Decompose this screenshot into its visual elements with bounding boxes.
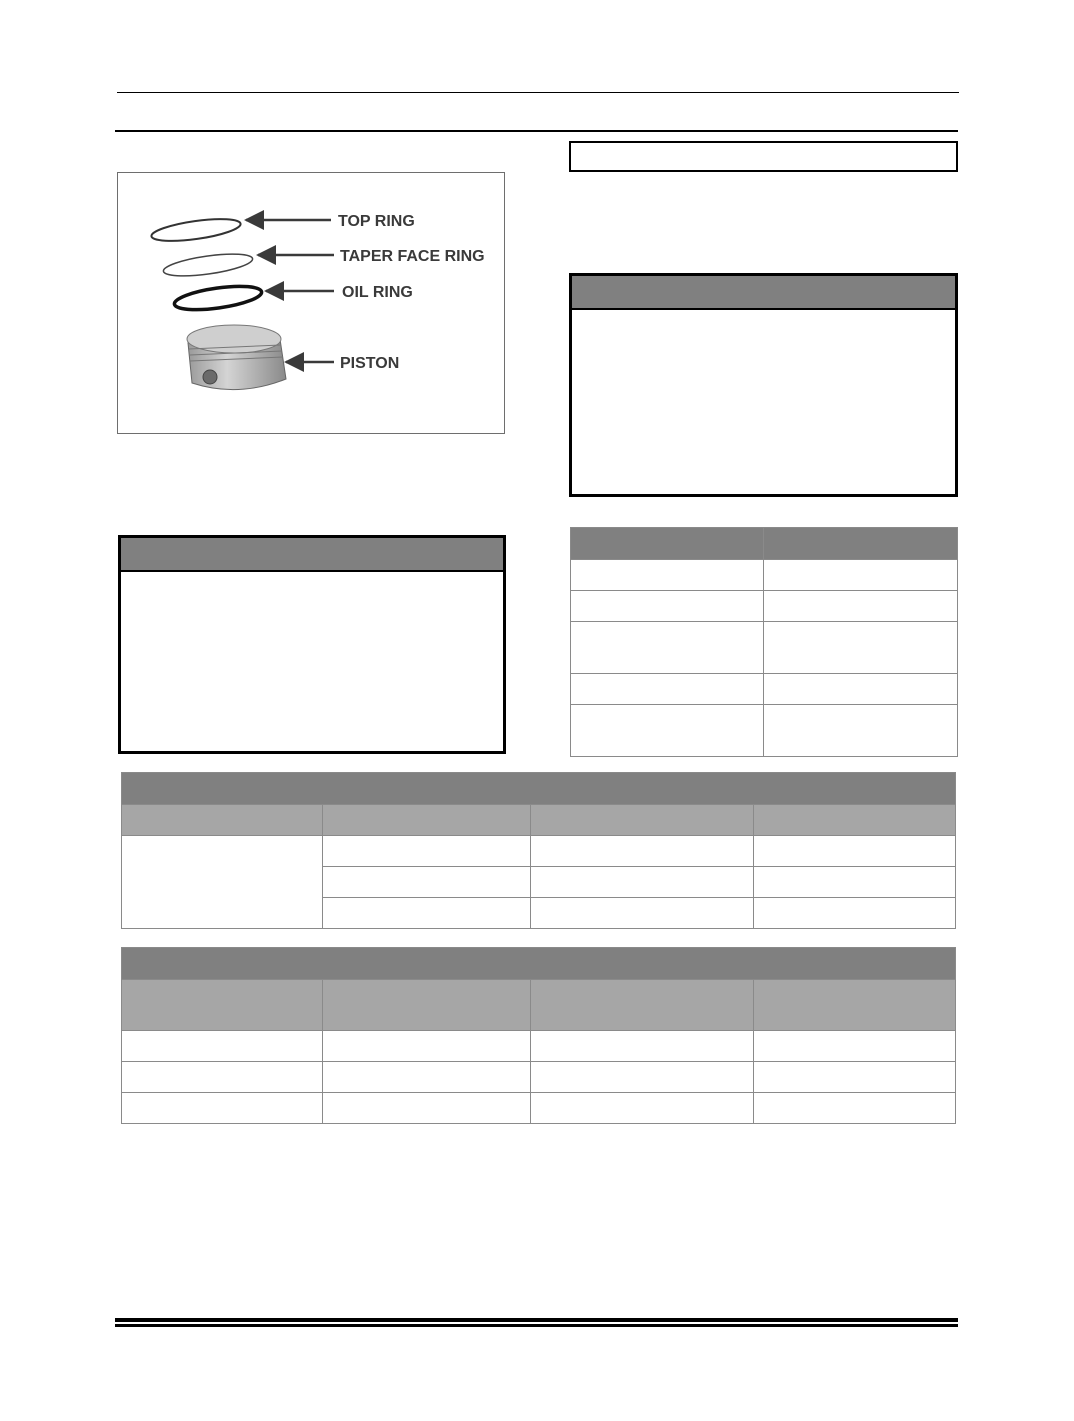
table-cell xyxy=(323,1093,531,1124)
top-ring-label: TOP RING xyxy=(338,213,415,230)
table-header-cell xyxy=(531,805,754,836)
table-header-cell xyxy=(323,805,531,836)
note-box-left xyxy=(118,535,506,754)
table-cell xyxy=(122,1062,323,1093)
table-row xyxy=(122,1031,956,1062)
table-cell xyxy=(323,898,531,929)
table-cell xyxy=(754,867,956,898)
table-cell xyxy=(754,1093,956,1124)
header-rule xyxy=(117,92,959,93)
table-cell xyxy=(323,1062,531,1093)
table-row xyxy=(122,1093,956,1124)
table-row xyxy=(571,622,958,674)
table-header-cell xyxy=(764,528,958,560)
note-box-right xyxy=(569,273,958,497)
oil-ring-label: OIL RING xyxy=(342,284,413,301)
table-title-cell xyxy=(122,948,956,980)
table-cell xyxy=(571,560,764,591)
table-cell xyxy=(764,560,958,591)
table-cell xyxy=(571,591,764,622)
table-header-cell xyxy=(531,980,754,1031)
table-cell xyxy=(754,898,956,929)
table-cell xyxy=(754,1062,956,1093)
table-header-row xyxy=(122,980,956,1031)
table-cell xyxy=(323,836,531,867)
table-cell xyxy=(764,674,958,705)
table-cell xyxy=(754,836,956,867)
table-row xyxy=(571,560,958,591)
piston-shape xyxy=(187,325,286,390)
table-cell xyxy=(571,705,764,757)
table-header-cell xyxy=(323,980,531,1031)
table-cell-merged xyxy=(122,836,323,929)
table-cell xyxy=(571,622,764,674)
table-header-row xyxy=(571,528,958,560)
note-box-left-header xyxy=(121,538,503,572)
spec-table-wide-2 xyxy=(121,947,956,1124)
table-title-row xyxy=(122,773,956,805)
table-cell xyxy=(122,1093,323,1124)
table-row xyxy=(122,1062,956,1093)
table-title-cell xyxy=(122,773,956,805)
table-row xyxy=(571,591,958,622)
table-cell xyxy=(122,1031,323,1062)
table-cell xyxy=(571,674,764,705)
table-row xyxy=(571,674,958,705)
table-header-row xyxy=(122,805,956,836)
table-cell xyxy=(323,867,531,898)
section-rule xyxy=(115,130,958,132)
table-header-cell xyxy=(754,805,956,836)
table-title-row xyxy=(122,948,956,980)
table-cell xyxy=(754,1031,956,1062)
table-cell xyxy=(531,898,754,929)
table-cell xyxy=(531,867,754,898)
oil-ring-shape xyxy=(173,282,263,314)
section-title-box xyxy=(569,141,958,172)
table-cell xyxy=(323,1031,531,1062)
table-cell xyxy=(531,836,754,867)
piston-label: PISTON xyxy=(340,355,400,372)
table-cell xyxy=(531,1031,754,1062)
table-cell xyxy=(764,622,958,674)
table-cell xyxy=(531,1093,754,1124)
table-header-cell xyxy=(754,980,956,1031)
piston-rings-figure xyxy=(117,172,505,434)
taper-face-ring-label: TAPER FACE RING xyxy=(340,248,485,265)
spec-table-wide-1 xyxy=(121,772,956,929)
footer-rule-thick xyxy=(115,1318,958,1322)
table-row xyxy=(571,705,958,757)
table-cell xyxy=(764,591,958,622)
table-header-cell xyxy=(571,528,764,560)
table-cell xyxy=(531,1062,754,1093)
spec-table-right xyxy=(570,527,958,757)
footer-rule-thin xyxy=(115,1324,958,1327)
top-ring-shape xyxy=(150,215,242,245)
taper-face-ring-shape xyxy=(162,250,254,280)
table-header-cell xyxy=(122,980,323,1031)
note-box-right-header xyxy=(572,276,955,310)
piston-rings-illustration xyxy=(118,173,504,433)
table-cell xyxy=(764,705,958,757)
table-row xyxy=(122,836,956,867)
table-header-cell xyxy=(122,805,323,836)
